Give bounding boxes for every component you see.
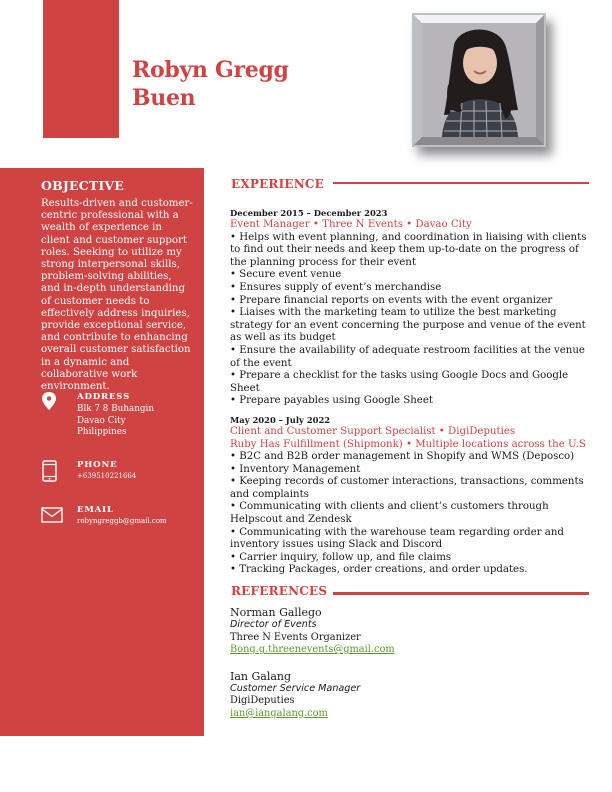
reference-name: Ian Galang xyxy=(230,669,292,683)
experience-list xyxy=(230,208,588,577)
reference-org: DigiDeputies xyxy=(230,695,295,707)
reference-title: Director of Events xyxy=(230,619,317,630)
job-role: Event Manager • Three N Events • Davao City xyxy=(230,219,472,230)
job-bullets xyxy=(230,451,588,577)
job-bullet: • Ensure the availability of adequate restroom facilities at the venue of the event xyxy=(230,344,585,369)
references-rule xyxy=(333,592,589,595)
phone-label: PHONE xyxy=(77,460,118,470)
job-bullet: • Communicating with the warehouse team regarding order and inventory issues using Slack and Discord xyxy=(230,526,564,551)
references-heading: REFERENCES xyxy=(231,584,328,598)
job-bullet: • Ensures supply of event’s merchandise xyxy=(230,281,442,293)
experience-rule xyxy=(333,182,589,184)
job-role: Client and Customer Support Specialist • DigiDeputies xyxy=(230,425,516,437)
job-bullet: • Prepare payables using Google Sheet xyxy=(230,395,433,407)
job-role-secondary: Ruby Has Fulfillment (Shipmonk) • Multiple locations across the U.S xyxy=(230,438,586,450)
job-bullet: • Tracking Packages, order creations, and order updates. xyxy=(230,564,528,576)
job-bullet: • Liaises with the marketing team to utilize the best marketing strategy for an event concerning the purpose and venue of the event as well as its budget xyxy=(230,307,586,344)
objective-heading: OBJECTIVE xyxy=(41,178,125,193)
address-line-3: Philippines xyxy=(77,427,127,437)
job-dates: May 2020 – July 2022 xyxy=(230,414,331,425)
address-line-2: Davao City xyxy=(77,415,126,426)
reference-name: Norman Gallego xyxy=(230,606,322,619)
email-value[interactable]: robyngreggb@gmail.com xyxy=(77,517,167,525)
reference-entry xyxy=(230,670,580,721)
reference-title: Customer Service Manager xyxy=(230,682,361,694)
job-bullet: • Prepare a checklist for the tasks using Google Docs and Google Sheet xyxy=(230,370,569,394)
job-bullet: • Communicating with clients and client’s customers through Helpscout and Zendesk xyxy=(230,501,549,526)
photo-bevel-frame xyxy=(414,15,544,145)
reference-email-link[interactable]: Bong.g.threenevents@gmail.com xyxy=(230,644,395,656)
job-bullet: • B2C and B2B order management in Shopify and WMS (Deposco) xyxy=(230,451,575,463)
name-line-2: Buen xyxy=(132,85,196,111)
job-bullet: • Secure event venue xyxy=(230,269,342,281)
reference-entry xyxy=(230,606,580,657)
reference-org: Three N Events Organizer xyxy=(230,631,361,643)
email-label: EMAIL xyxy=(77,505,114,515)
experience-heading: EXPERIENCE xyxy=(231,177,325,191)
address-line-1: Blk 7 8 Buhangin xyxy=(77,404,155,414)
candidate-name xyxy=(132,56,289,112)
job-bullet: • Inventory Management xyxy=(230,463,361,475)
envelope-icon xyxy=(41,507,63,523)
job-dates: December 2015 – December 2023 xyxy=(230,208,388,218)
job-entry xyxy=(230,208,588,408)
map-pin-icon xyxy=(41,392,61,412)
job-bullets xyxy=(230,232,588,408)
phone-value[interactable]: +639510221664 xyxy=(77,472,137,480)
job-bullet: • Keeping records of customer interactions, transactions, comments and complaints xyxy=(230,476,584,500)
job-bullet: • Carrier inquiry, follow up, and file claims xyxy=(230,551,452,563)
job-bullet: • Helps with event planning, and coordination in liaising with clients to find out their needs and keep them up-to-date on the progress of the planning process for their event xyxy=(230,231,587,268)
job-bullet: • Prepare financial reports on events with the event organizer xyxy=(230,294,553,306)
header-accent-block xyxy=(43,0,119,138)
job-entry xyxy=(230,415,588,577)
objective-text: Results-driven and customer-centric professional with a wealth of experience in client and customer support roles. Seeking to utilize my strong interpersonal skills, problem-solving abilities, and in-depth understanding of customer needs to effectively address inquiries, provide exceptional service, and contribute to enhancing overall customer satisfaction in a dynamic and collaborative work environment. xyxy=(41,198,193,393)
profile-photo xyxy=(412,13,546,147)
phone-icon xyxy=(41,460,61,482)
references-list xyxy=(230,606,580,734)
sidebar xyxy=(0,168,204,736)
name-line-1: Robyn Gregg xyxy=(132,57,289,83)
reference-email-link[interactable]: ian@iangalang.com xyxy=(230,707,328,719)
address-value xyxy=(77,404,154,439)
address-label: ADDRESS xyxy=(77,392,131,402)
